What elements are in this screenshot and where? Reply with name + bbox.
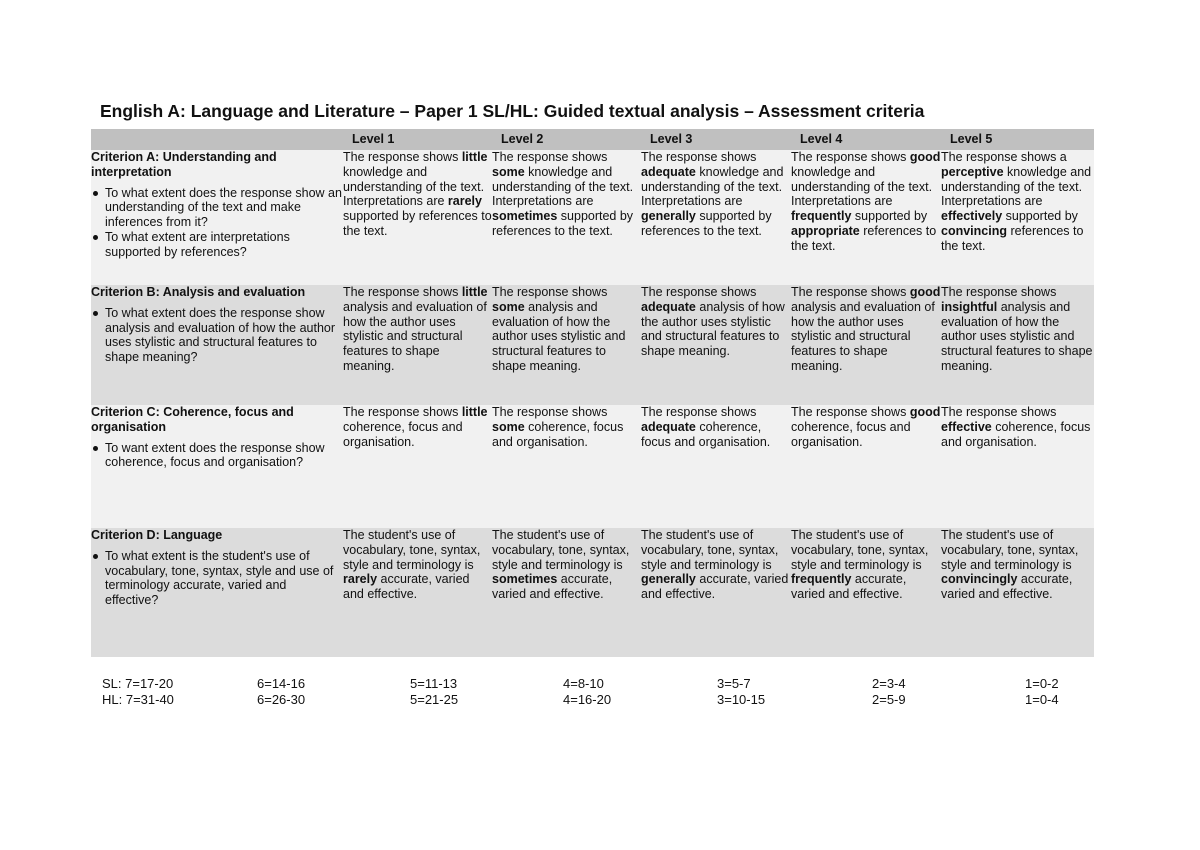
- descriptor-text: The response shows: [343, 150, 462, 164]
- criterion-b-level-1-descriptor: [343, 285, 492, 405]
- table-header-row: [91, 129, 1094, 150]
- descriptor-text: accurate, varied and effective.: [641, 572, 789, 602]
- header-level-1: Level 1: [343, 129, 492, 150]
- grade-boundary-hl: HL: 7=31-40: [102, 691, 174, 707]
- grade-boundary-hl: 6=26-30: [257, 691, 306, 707]
- descriptor-keyword: little: [461, 150, 488, 164]
- criterion-c-cell: [91, 405, 343, 528]
- header-level-2: Level 2: [492, 129, 641, 150]
- descriptor-keyword: frequently: [791, 209, 852, 224]
- descriptor-text: The student's use of vocabulary, tone, syntax, style and terminology is: [343, 528, 481, 572]
- document-title: English A: Language and Literature – Paper 1 SL/HL: Guided textual analysis – Assessment criteria: [100, 101, 925, 121]
- descriptor-keyword: little: [461, 405, 488, 419]
- criterion-a-level-4-descriptor: [791, 150, 941, 285]
- descriptor-text: The student's use of vocabulary, tone, syntax, style and terminology is: [791, 528, 929, 572]
- descriptor-text: supported by: [1002, 209, 1078, 224]
- descriptor-keyword: generally: [641, 209, 696, 224]
- grade-boundary-hl: 4=16-20: [563, 691, 612, 707]
- descriptor-keyword: effectively: [941, 209, 1003, 224]
- descriptor-keyword: insightful: [941, 299, 998, 314]
- criterion-question: To what extent does the response show analysis and evaluation of how the author uses stylistic and structural features to shape meaning?: [105, 306, 343, 365]
- descriptor-text: The response shows: [941, 285, 1057, 299]
- grade-boundaries-sl: [102, 676, 1092, 692]
- criterion-question: To what extent does the response show an understanding of the text and make inferences from it?: [105, 185, 342, 230]
- criterion-d-level-2-descriptor: [492, 528, 641, 657]
- criterion-d-level-1-descriptor: [343, 528, 492, 657]
- descriptor-text: knowledge and understanding of the text. Interpretations are: [492, 164, 634, 209]
- descriptor-keyword: good: [909, 150, 941, 164]
- descriptor-keyword: little: [461, 285, 488, 299]
- descriptor-keyword: rarely: [343, 572, 378, 587]
- criterion-b-level-3-descriptor: [641, 285, 791, 405]
- descriptor-text: coherence, focus and organisation.: [343, 419, 463, 449]
- descriptor-text: The response shows a: [941, 150, 1067, 164]
- descriptor-text: coherence, focus and organisation.: [492, 419, 624, 449]
- criterion-d-cell: [91, 528, 343, 657]
- criterion-b-name: Criterion B: Analysis and evaluation: [91, 285, 306, 299]
- descriptor-text: coherence, focus and organisation.: [941, 419, 1091, 449]
- descriptor-keyword: sometimes: [492, 209, 558, 224]
- grade-boundary-sl: 3=5-7: [717, 676, 751, 691]
- descriptor-keyword: appropriate: [791, 223, 860, 238]
- descriptor-text: The response shows: [492, 150, 608, 164]
- descriptor-text: analysis and evaluation of how the author uses stylistic and structural features to shape meaning.: [492, 299, 626, 373]
- criterion-question: To want extent does the response show coherence, focus and organisation?: [105, 441, 343, 471]
- criterion-d-row: [91, 528, 1094, 657]
- descriptor-text: supported by references to the text.: [343, 209, 492, 238]
- header-level-5: Level 5: [941, 129, 1094, 150]
- descriptor-text: accurate, varied and effective.: [343, 572, 470, 602]
- criterion-b-row: [91, 285, 1094, 405]
- criterion-c-level-4-descriptor: [791, 405, 941, 528]
- descriptor-text: The response shows: [791, 150, 910, 164]
- descriptor-text: coherence, focus and organisation.: [791, 419, 911, 449]
- descriptor-keyword: adequate: [641, 299, 696, 314]
- grade-boundary-sl: 4=8-10: [563, 676, 604, 691]
- criterion-c-level-5-descriptor: [941, 405, 1094, 528]
- descriptor-keyword: adequate: [641, 419, 696, 434]
- criterion-c-level-1-descriptor: [343, 405, 492, 528]
- criterion-question: To what extent are interpretations supported by references?: [105, 230, 343, 260]
- descriptor-keyword: sometimes: [492, 572, 558, 587]
- grade-boundaries-hl: [102, 692, 1092, 708]
- criterion-c-level-3-descriptor: [641, 405, 791, 528]
- criterion-d-level-3-descriptor: [641, 528, 791, 657]
- assessment-criteria-table: [91, 129, 1094, 657]
- criterion-c-questions: [91, 441, 343, 471]
- criterion-d-name: Criterion D: Language: [91, 528, 223, 542]
- criterion-a-row: [91, 150, 1094, 285]
- descriptor-text: The response shows: [941, 405, 1057, 419]
- descriptor-text: knowledge and understanding of the text. Interpretations are: [641, 164, 784, 209]
- criterion-a-questions: [91, 186, 343, 260]
- descriptor-text: accurate, varied and effective.: [492, 572, 613, 602]
- descriptor-keyword: generally: [641, 572, 696, 587]
- descriptor-text: analysis and evaluation of how the author uses stylistic and structural features to shape meaning.: [941, 299, 1093, 373]
- descriptor-keyword: adequate: [641, 164, 696, 179]
- descriptor-text: analysis and evaluation of how the author uses stylistic and structural features to shape meaning.: [343, 299, 487, 373]
- criterion-a-level-5-descriptor: [941, 150, 1094, 285]
- grade-boundary-sl: 1=0-2: [1025, 676, 1059, 691]
- grade-boundary-sl: 5=11-13: [410, 676, 458, 691]
- grade-boundary-hl: 1=0-4: [1025, 691, 1059, 707]
- descriptor-keyword: some: [492, 299, 525, 314]
- criterion-question: To what extent is the student's use of vocabulary, tone, syntax, style and use of terminology accurate, varied and effective?: [105, 549, 343, 608]
- criterion-c-name: Criterion C: Coherence, focus and organisation: [91, 405, 294, 434]
- grade-boundary-hl: 2=5-9: [872, 691, 906, 707]
- descriptor-keyword: effective: [941, 419, 992, 434]
- grade-boundaries: [102, 676, 1092, 707]
- descriptor-keyword: rarely: [447, 194, 482, 209]
- descriptor-text: accurate, varied and effective.: [791, 572, 907, 602]
- descriptor-text: accurate, varied and effective.: [941, 572, 1073, 602]
- criterion-a-cell: [91, 150, 343, 285]
- grade-boundary-sl: 6=14-16: [257, 676, 306, 691]
- descriptor-text: The student's use of vocabulary, tone, syntax, style and terminology is: [941, 528, 1079, 572]
- descriptor-text: The response shows: [343, 405, 462, 419]
- descriptor-text: references to the text.: [941, 223, 1084, 253]
- criterion-c-row: [91, 405, 1094, 528]
- criterion-d-questions: [91, 549, 343, 608]
- descriptor-text: The response shows: [791, 285, 910, 299]
- criterion-a-level-3-descriptor: [641, 150, 791, 285]
- descriptor-text: The response shows: [492, 285, 608, 299]
- descriptor-keyword: good: [909, 405, 941, 419]
- descriptor-text: The student's use of vocabulary, tone, syntax, style and terminology is: [641, 528, 779, 572]
- descriptor-text: analysis and evaluation of how the author uses stylistic and structural features to shape meaning.: [791, 299, 935, 373]
- descriptor-keyword: perceptive: [941, 164, 1004, 179]
- criterion-b-questions: [91, 306, 343, 365]
- descriptor-keyword: good: [909, 285, 941, 299]
- descriptor-text: knowledge and understanding of the text. Interpretations are: [791, 164, 933, 209]
- grade-boundary-sl: 2=3-4: [872, 676, 906, 691]
- criterion-a-level-1-descriptor: [343, 150, 492, 285]
- descriptor-keyword: convincingly: [941, 572, 1018, 587]
- descriptor-text: The response shows: [791, 405, 910, 419]
- descriptor-keyword: convincing: [941, 223, 1007, 238]
- grade-boundary-sl: SL: 7=17-20: [102, 676, 174, 691]
- descriptor-text: The response shows: [492, 405, 608, 419]
- descriptor-text: knowledge and understanding of the text. Interpretations are: [343, 164, 485, 209]
- descriptor-text: analysis of how the author uses stylistic and structural features to shape meaning.: [641, 299, 785, 359]
- descriptor-text: The student's use of vocabulary, tone, syntax, style and terminology is: [492, 528, 630, 572]
- header-blank-cell: [91, 129, 343, 150]
- grade-boundary-hl: 3=10-15: [717, 691, 766, 707]
- descriptor-text: references to the text.: [791, 223, 937, 253]
- criterion-a-name: Criterion A: Understanding and interpretation: [91, 150, 277, 179]
- descriptor-text: The response shows: [343, 285, 462, 299]
- descriptor-text: coherence, focus and organisation.: [641, 419, 771, 449]
- descriptor-keyword: some: [492, 419, 525, 434]
- criterion-b-cell: [91, 285, 343, 405]
- descriptor-keyword: frequently: [791, 572, 852, 587]
- criterion-d-level-5-descriptor: [941, 528, 1094, 657]
- criterion-d-level-4-descriptor: [791, 528, 941, 657]
- descriptor-text: supported by references to the text.: [641, 209, 772, 238]
- criterion-b-level-2-descriptor: [492, 285, 641, 405]
- header-level-3: Level 3: [641, 129, 791, 150]
- descriptor-text: The response shows: [641, 285, 757, 299]
- descriptor-text: supported by references to the text.: [492, 209, 634, 238]
- descriptor-text: knowledge and understanding of the text. Interpretations are: [941, 164, 1092, 209]
- criterion-c-level-2-descriptor: [492, 405, 641, 528]
- descriptor-text: The response shows: [641, 405, 757, 419]
- criterion-b-level-4-descriptor: [791, 285, 941, 405]
- header-level-4: Level 4: [791, 129, 941, 150]
- grade-boundary-hl: 5=21-25: [410, 691, 459, 707]
- criterion-b-level-5-descriptor: [941, 285, 1094, 405]
- criterion-a-level-2-descriptor: [492, 150, 641, 285]
- descriptor-text: The response shows: [641, 150, 757, 164]
- descriptor-keyword: some: [492, 164, 525, 179]
- descriptor-text: supported by: [851, 209, 928, 224]
